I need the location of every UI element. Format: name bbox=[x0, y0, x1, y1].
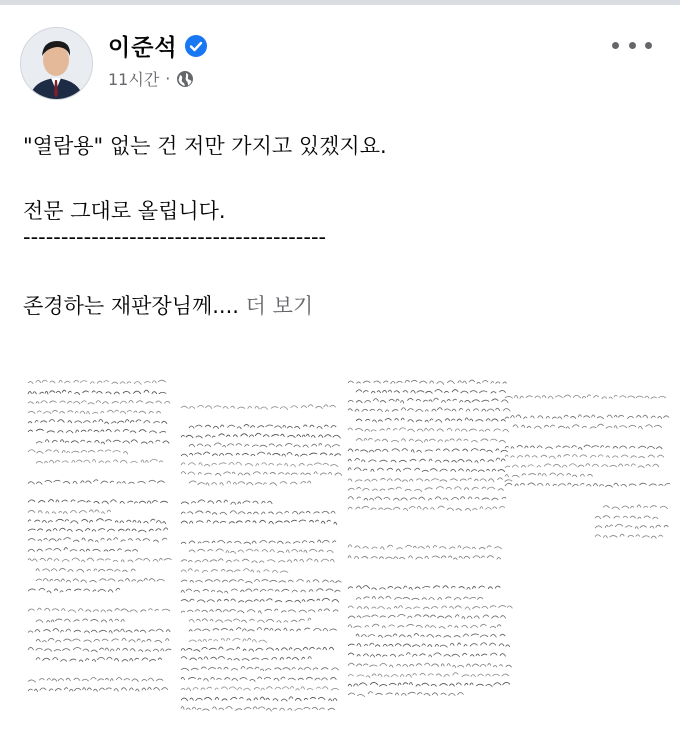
post-text-divider: ---------------------------------------- bbox=[23, 225, 327, 249]
post-text-line4 bbox=[23, 290, 313, 320]
post-text-line2: 전문 그대로 올립니다. bbox=[23, 199, 226, 223]
globe-icon[interactable] bbox=[176, 70, 194, 88]
author bbox=[108, 29, 207, 62]
post-meta bbox=[108, 67, 194, 90]
avatar[interactable] bbox=[20, 27, 93, 100]
handwritten-letter-image-right[interactable] bbox=[500, 392, 670, 542]
more-dot-icon bbox=[612, 42, 619, 49]
handwritten-letter-image[interactable] bbox=[18, 352, 515, 722]
handwritten-letter-last-page bbox=[500, 392, 670, 542]
more-dot-icon bbox=[629, 42, 636, 49]
post-header bbox=[0, 5, 680, 100]
post-timestamp[interactable]: 11시간 bbox=[108, 70, 160, 89]
handwritten-letter-pages bbox=[18, 352, 515, 722]
more-dot-icon bbox=[645, 42, 652, 49]
avatar-portrait bbox=[21, 28, 92, 99]
post-text-line1: "열람용" 없는 건 저만 가지고 있겠지요. bbox=[23, 134, 387, 158]
verified-icon bbox=[185, 35, 207, 57]
see-more-link[interactable]: 더 보기 bbox=[245, 294, 314, 318]
author-name[interactable]: 이준석 bbox=[108, 35, 178, 61]
meta-separator: · bbox=[165, 69, 171, 88]
post-text-greeting: 존경하는 재판장님께.... bbox=[23, 294, 239, 318]
more-options-button[interactable] bbox=[612, 35, 652, 55]
